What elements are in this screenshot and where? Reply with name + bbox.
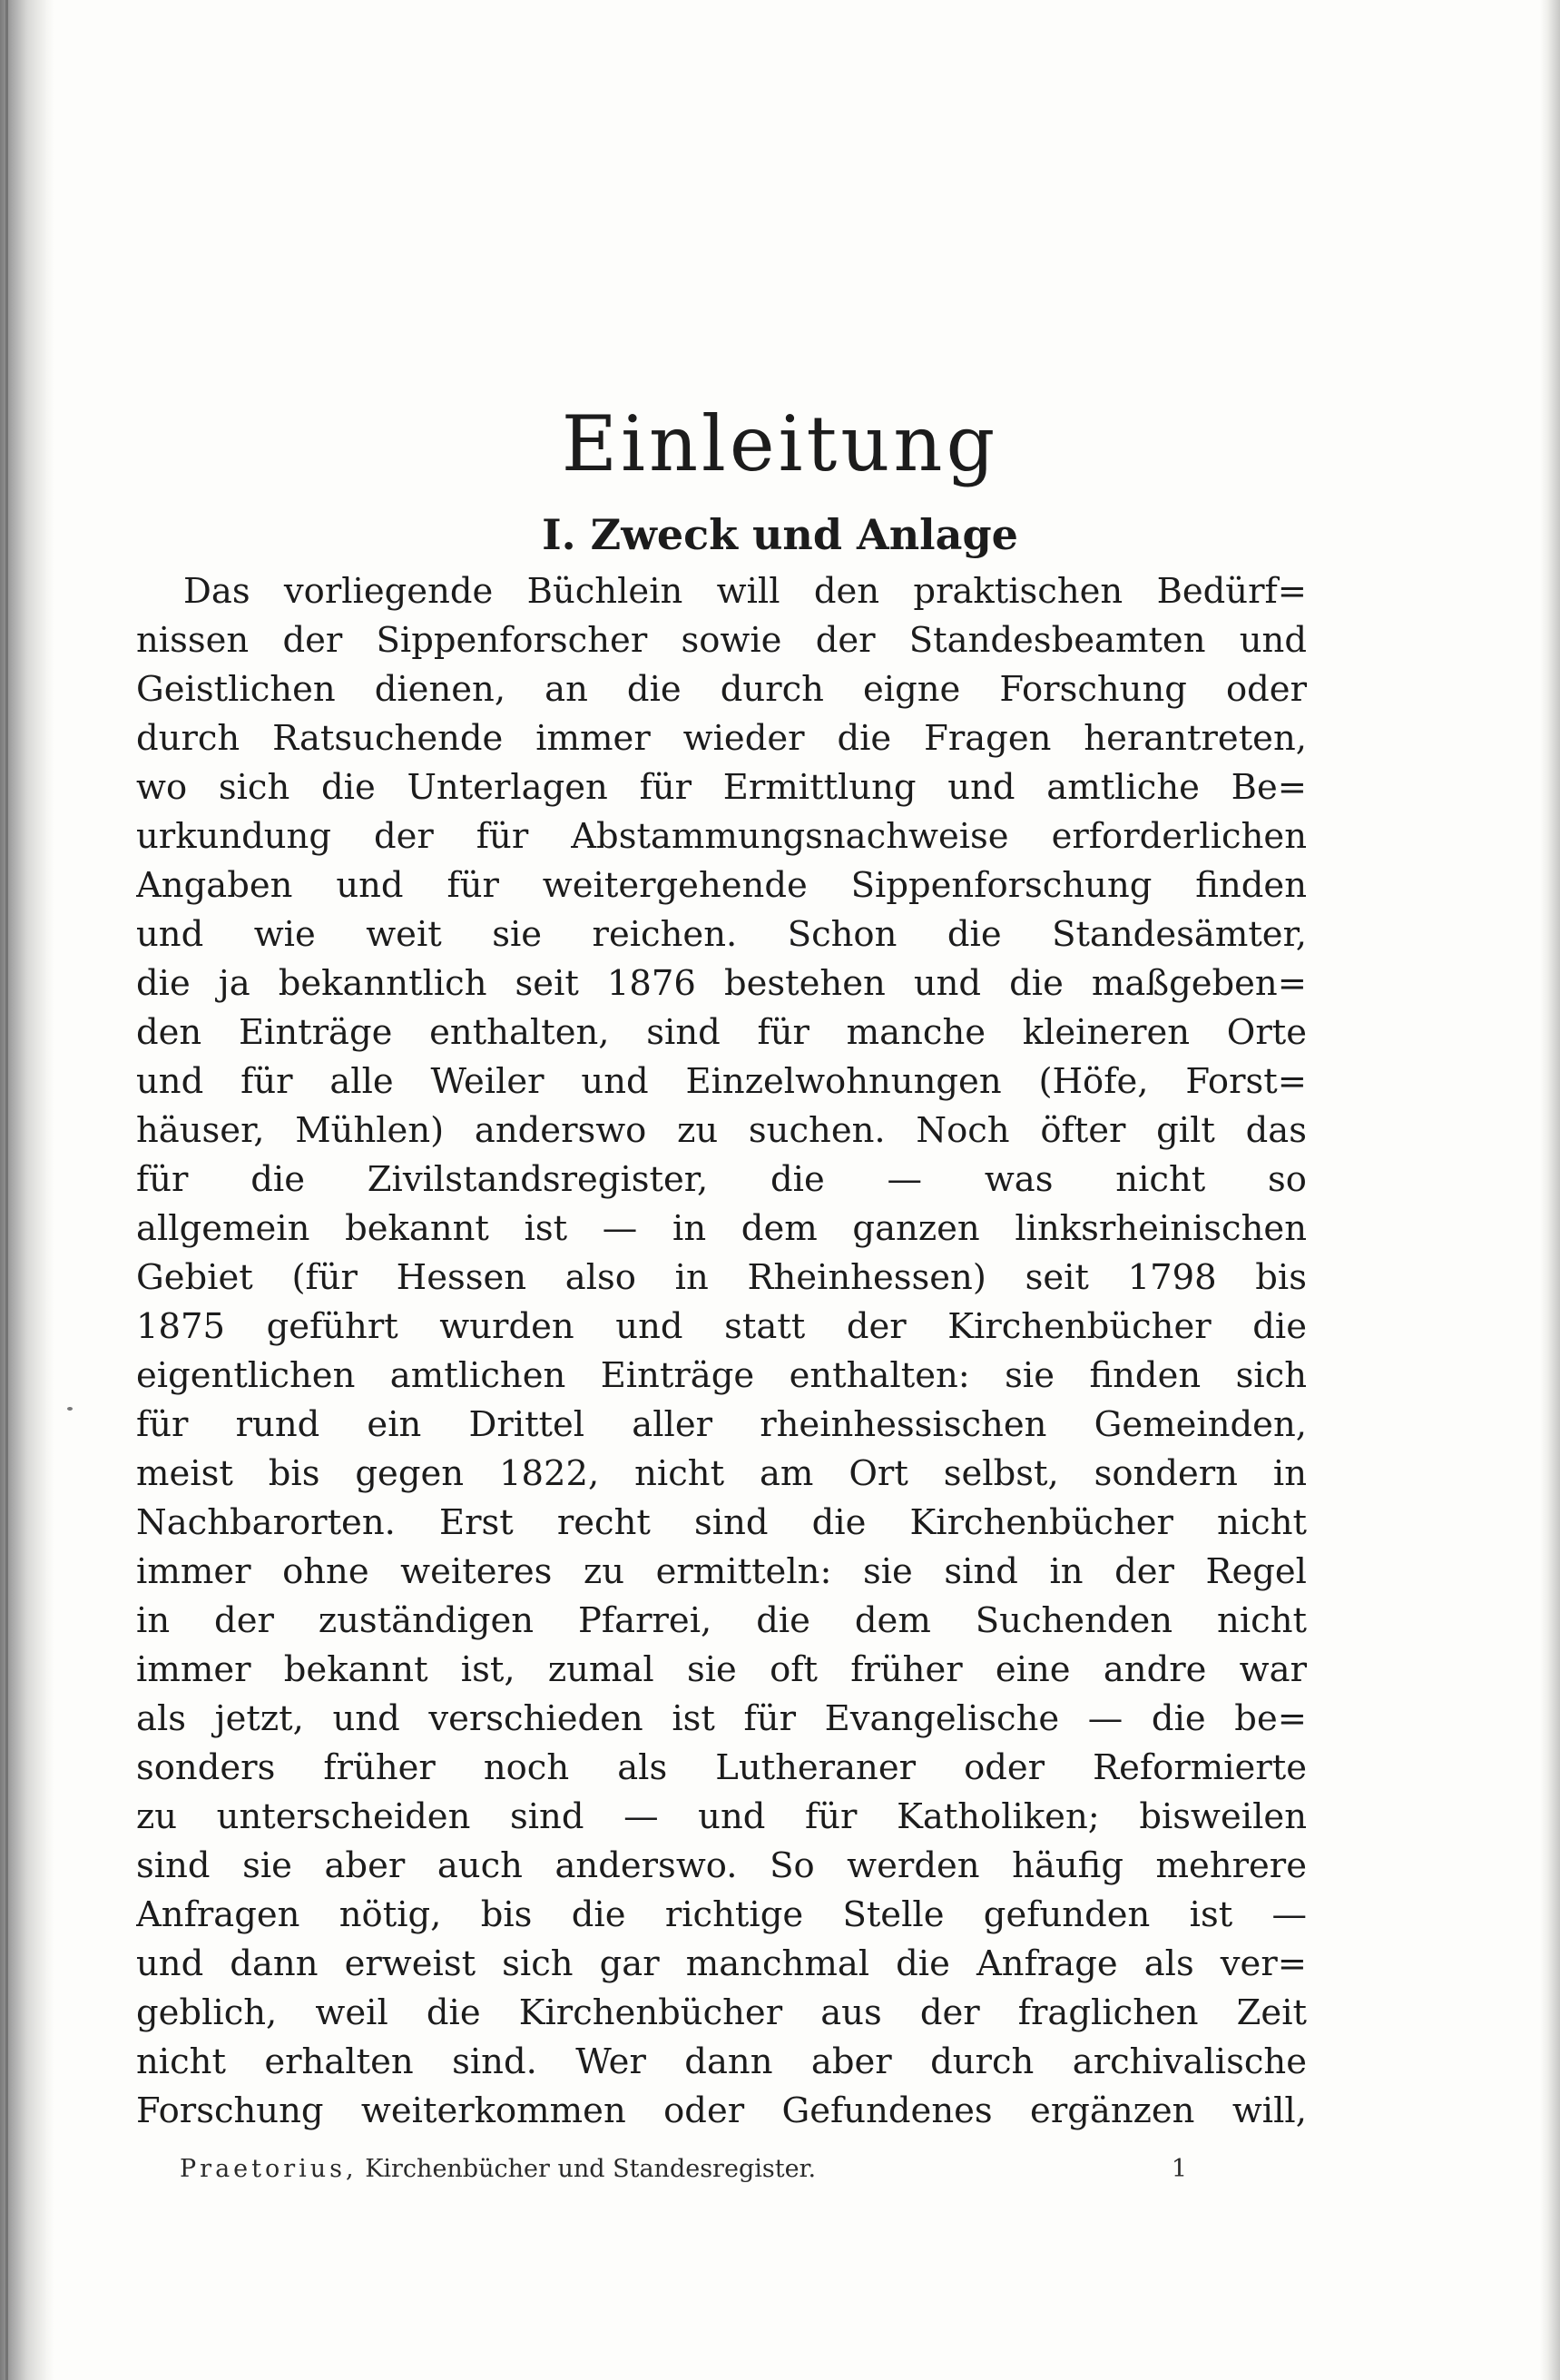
footer-author: Praetorius, <box>180 2155 358 2183</box>
text-line: die ja bekanntlich seit 1876 bestehen und die maßgeben= <box>136 963 1307 1004</box>
body-text <box>136 567 1307 2136</box>
text-line: für die Zivilstandsregister, die — was nicht so <box>136 1159 1307 1200</box>
text-line: geblich, weil die Kirchenbücher aus der fraglichen Zeit <box>136 1992 1307 2033</box>
ink-speck <box>67 1407 73 1411</box>
text-line: Forschung weiterkommen oder Gefundenes ergänzen will, <box>136 2090 1307 2131</box>
text-line: eigentlichen amtlichen Einträge enthalten: sie finden sich <box>136 1355 1307 1396</box>
footer-title: Kirchenbücher und Standesregister. <box>365 2155 817 2183</box>
text-line: meist bis gegen 1822, nicht am Ort selbst, sondern in <box>136 1453 1307 1494</box>
text-line: sind sie aber auch anderswo. So werden häufig mehrere <box>136 1845 1307 1886</box>
binding-shadow-line <box>5 0 8 2380</box>
text-line: und dann erweist sich gar manchmal die Anfrage als ver= <box>136 1943 1307 1984</box>
text-line: Anfragen nötig, bis die richtige Stelle gefunden ist — <box>136 1894 1307 1935</box>
text-line: als jetzt, und verschieden ist für Evangelische — die be= <box>136 1698 1307 1739</box>
text-line: und für alle Weiler und Einzelwohnungen (Höfe, Forst= <box>136 1061 1307 1102</box>
binding-gutter <box>0 0 54 2380</box>
text-line: Gebiet (für Hessen also in Rheinhessen) seit 1798 bis <box>136 1257 1307 1298</box>
page-edge-shadow <box>1540 0 1560 2380</box>
footer-signature <box>180 2155 816 2183</box>
text-line: für rund ein Drittel aller rheinhessischen Gemeinden, <box>136 1404 1307 1445</box>
text-line: und wie weit sie reichen. Schon die Standesämter, <box>136 914 1307 955</box>
text-line: Das vorliegende Büchlein will den praktischen Bedürf= <box>183 571 1307 612</box>
text-line: 1875 geführt wurden und statt der Kirchenbücher die <box>136 1306 1307 1347</box>
page-number: 1 <box>1171 2155 1187 2183</box>
chapter-title: Einleitung <box>561 399 999 488</box>
text-line: Geistlichen dienen, an die durch eigne Forschung oder <box>136 669 1307 710</box>
text-line: zu unterscheiden sind — und für Katholiken; bisweilen <box>136 1796 1307 1837</box>
text-line: häuser, Mühlen) anderswo zu suchen. Noch öfter gilt das <box>136 1110 1307 1151</box>
text-line: nicht erhalten sind. Wer dann aber durch archivalische <box>136 2041 1307 2082</box>
text-line: allgemein bekannt ist — in dem ganzen linksrheinischen <box>136 1208 1307 1249</box>
text-line: Angaben und für weitergehende Sippenforschung finden <box>136 865 1307 906</box>
text-line: immer bekannt ist, zumal sie oft früher eine andre war <box>136 1649 1307 1690</box>
text-line: in der zuständigen Pfarrei, die dem Suchenden nicht <box>136 1600 1307 1641</box>
text-line: sonders früher noch als Lutheraner oder Reformierte <box>136 1747 1307 1788</box>
text-line: immer ohne weiteres zu ermitteln: sie sind in der Regel <box>136 1551 1307 1592</box>
text-line: durch Ratsuchende immer wieder die Fragen herantreten, <box>136 718 1307 759</box>
section-title: I. Zweck und Anlage <box>542 510 1018 559</box>
text-line: urkundung der für Abstammungsnachweise erforderlichen <box>136 816 1307 857</box>
text-line: wo sich die Unterlagen für Ermittlung und amtliche Be= <box>136 767 1307 808</box>
text-line: nissen der Sippenforscher sowie der Standesbeamten und <box>136 620 1307 661</box>
text-line: Nachbarorten. Erst recht sind die Kirchenbücher nicht <box>136 1502 1307 1543</box>
text-line: den Einträge enthalten, sind für manche kleineren Orte <box>136 1012 1307 1053</box>
